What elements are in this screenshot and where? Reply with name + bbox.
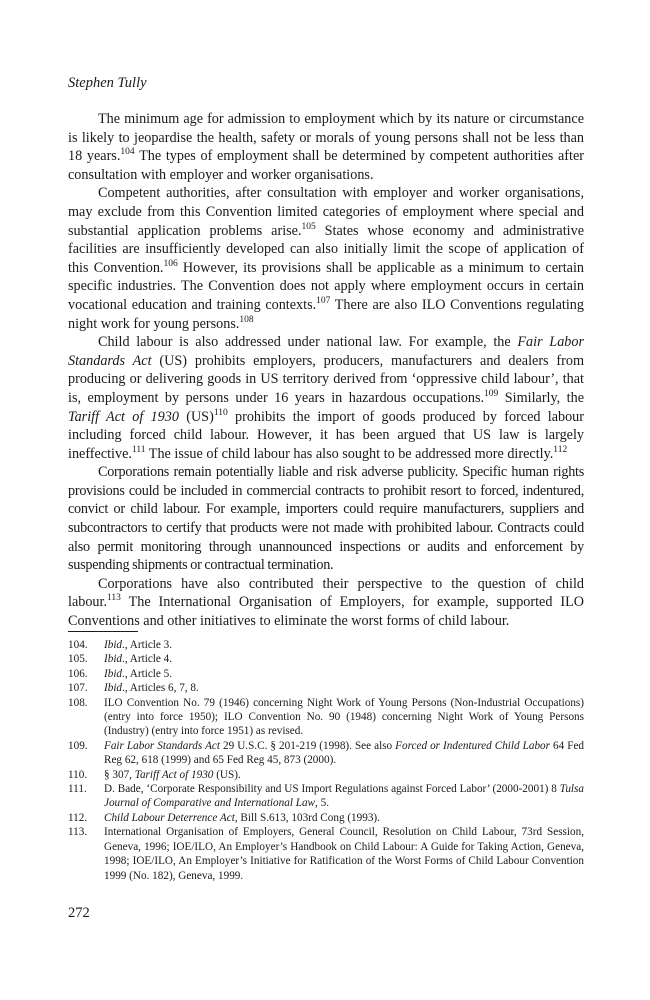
page-number: 272	[68, 905, 90, 921]
footnote	[68, 768, 584, 782]
footnote-ref: 104	[120, 147, 135, 158]
footnote-text	[104, 811, 584, 825]
text-run: ., Article 4.	[122, 653, 173, 666]
body-paragraph	[68, 184, 584, 333]
text-run: International Organisation of Employers, General Council, Resolution on Child Labour, 73rd Session, Geneva, 1996; IOE/ILO, An Employer’s Handbook on Child Labour: A Guide for Taking Action, Geneva, 1998; IOE/ILO, An Employer’s Initiative for Ratification of the Worst Forms of Child Labour Convention 1999 (No. 182), Geneva, 1999.	[104, 826, 584, 882]
text-run: Similarly, the	[498, 389, 585, 406]
footnote-number: 113.	[68, 826, 88, 839]
italic-text: Tariff Act of 1930	[134, 768, 214, 781]
footnote	[68, 782, 584, 811]
footnote-text	[104, 638, 584, 652]
footnote-text	[104, 782, 584, 811]
body-text	[68, 110, 584, 631]
footnote-ref: 111	[131, 444, 146, 455]
footnote-ref: 110	[213, 407, 228, 418]
footnote-text	[104, 696, 584, 739]
text-run: Corporations remain potentially liable and risk adverse publicity. Specific human rights provisions could be included in commercial contracts to prohibit resort to forced, indentured, convict or child labour. For example, importers could require manufacturers, suppliers and subcontractors to certify that products were not made with prohibited labour. Contracts could also permit monitoring through unannounced inspections or audits and enforcement by suspending shipments or contractual termination.	[68, 464, 584, 574]
body-paragraph	[68, 110, 584, 184]
footnote-ref: 112	[553, 444, 568, 455]
text-run: (US) prohibits employers, producers, manufacturers and dealers from producing or delivering goods in US territory derived from ‘oppressive child labour’, that is, employment by persons under 16 years in hazardous occupations.	[68, 352, 585, 406]
text-run: prohibits the import of goods produced by forced labour including forced child labour. However, it has been argued that US law is largely ineffective.	[68, 408, 585, 462]
text-run: 29 U.S.C. § 201-219 (1998). See also	[219, 739, 396, 752]
footnote-ref: 108	[239, 314, 254, 325]
running-head-author: Stephen Tully	[68, 75, 147, 91]
footnote	[68, 667, 584, 681]
footnote-text	[104, 768, 584, 782]
footnote-text	[104, 825, 584, 883]
italic-text: Forced or Indentured Child Labor	[395, 739, 550, 752]
text-run: (US).	[213, 768, 241, 781]
text-run: ., Article 5.	[122, 667, 173, 680]
footnote	[68, 739, 584, 768]
body-paragraph	[68, 333, 584, 463]
footnote-number: 104.	[68, 639, 88, 651]
italic-text: Ibid	[104, 667, 123, 680]
italic-text: Tariff Act of 1930	[68, 408, 179, 425]
text-run: States whose economy and administrative facilities are insufficiently developed can also initially limit the scope of application of this Convention.	[68, 222, 584, 276]
footnote	[68, 652, 584, 666]
footnote-number: 111.	[68, 783, 87, 796]
footnote	[68, 638, 584, 652]
body-paragraph	[68, 463, 584, 575]
footnote-text	[104, 652, 584, 666]
text-run: 64 Fed Reg 62, 618 (1999) and 65 Fed Reg 45, 873 (2000).	[104, 739, 585, 767]
text-run: Corporations have also contributed their perspective to the question of child labour.	[68, 575, 584, 611]
italic-text: Ibid	[104, 653, 123, 666]
text-run: The minimum age for admission to employment which by its nature or circumstance is likely to jeopardise the health, safety or morals of young persons shall not be less than 18 years.	[68, 111, 584, 165]
italic-text: Ibid	[104, 639, 123, 651]
text-run: Competent authorities, after consultation with employer and worker organisations, may exclude from this Convention limited categories of employment where special and substantial application problems arise.	[68, 185, 584, 239]
text-run: The types of employment shall be determined by competent authorities after consultation with employer and worker organisations.	[68, 148, 584, 183]
footnote-text	[104, 681, 584, 695]
text-run: , 5.	[315, 797, 329, 810]
footnote-number: 110.	[68, 768, 88, 781]
text-run: Child labour is also addressed under national law. For example, the	[98, 334, 518, 351]
footnote-ref: 105	[301, 221, 316, 232]
footnote-number: 107.	[68, 682, 88, 695]
body-paragraph	[68, 575, 584, 631]
footnote-number: 112.	[68, 811, 88, 824]
italic-text: Child Labour Deterrence Act	[104, 811, 235, 824]
footnote-text	[104, 667, 584, 681]
footnote-separator	[68, 631, 138, 632]
italic-text: Fair Labor Standards Act	[104, 739, 220, 752]
text-run: (US)	[178, 408, 214, 425]
text-run: ., Articles 6, 7, 8.	[122, 682, 199, 695]
text-run: However, its provisions shall be applicable as a minimum to certain specific industries. The Convention does not apply where employment occurs in certain vocational education and training contexts.	[68, 259, 584, 313]
footnote-text	[104, 739, 584, 768]
footnote-number: 109.	[68, 739, 88, 752]
footnotes	[68, 638, 584, 883]
text-run: ., Article 3.	[122, 639, 173, 651]
text-run: D. Bade, ‘Corporate Responsibility and US Import Regulations against Forced Labor’ (2000-2001) 8	[104, 783, 560, 796]
footnote-ref: 113	[107, 593, 121, 604]
footnote	[68, 681, 584, 695]
italic-text: Tulsa Journal of Comparative and International Law	[104, 783, 584, 810]
footnote	[68, 696, 584, 739]
footnote-ref: 106	[163, 258, 178, 269]
footnote-number: 108.	[68, 696, 88, 709]
footnote-ref: 109	[484, 388, 499, 399]
footnote	[68, 825, 584, 883]
footnote	[68, 811, 584, 825]
italic-text: Ibid	[104, 682, 123, 695]
italic-text: Fair Labor Standards Act	[68, 334, 584, 369]
text-run: ILO Convention No. 79 (1946) concerning Night Work of Young Persons (Non-Industrial Occupations) (entry into force 1950); ILO Convention No. 90 (1948) concerning Night Work of Young Persons (Industry) (entry into force 1951) as revised.	[104, 696, 584, 738]
text-run: , Bill S.613, 103rd Cong (1993).	[234, 811, 380, 824]
footnote-number: 105.	[68, 653, 88, 666]
text-run: There are also ILO Conventions regulating night work for young persons.	[68, 296, 584, 332]
text-run: The International Organisation of Employers, for example, supported ILO Conventions and other initiatives to eliminate the worst forms of child labour.	[68, 594, 584, 630]
footnote-number: 106.	[68, 667, 88, 680]
text-run: The issue of child labour has also sought to be addressed more directly.	[145, 445, 554, 462]
text-run: § 307,	[104, 768, 135, 781]
footnote-ref: 107	[316, 295, 331, 306]
